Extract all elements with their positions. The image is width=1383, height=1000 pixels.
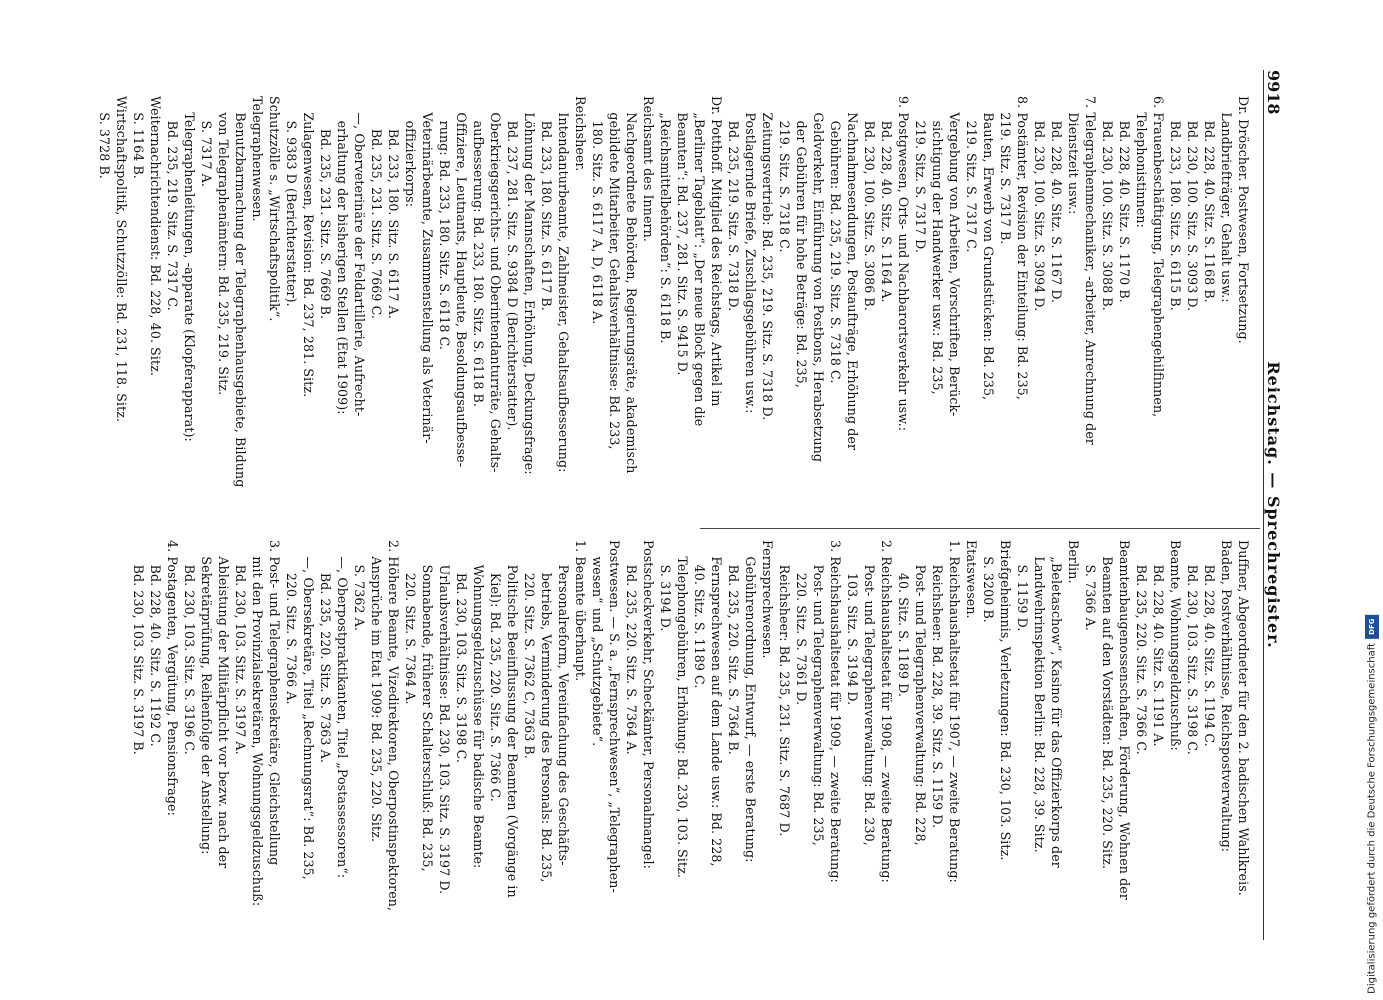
register-line: Landbriefträger, Gehalt usw.: (1219, 96, 1234, 303)
register-line: 3. Post- und Telegraphensekretäre, Gleichstellung (267, 540, 282, 866)
register-line: Gebührenordnung, Entwurf, — erste Beratung: (743, 540, 758, 863)
register-line: Post- und Telegraphenverwaltung: Bd. 230, (862, 540, 877, 846)
register-line: Wohnungsgeldzuschüsse für badische Beamte: (471, 540, 486, 869)
register-line: Reichsheer: Bd. 228, 39. Sitz. S. 1159 D. (930, 540, 945, 829)
register-line: sichtigung der Handwerker usw.: Bd. 235, (930, 96, 945, 395)
register-line: Bd. 235, 220. Sitz. S. 7366 C. (1134, 540, 1149, 755)
page-header (1263, 70, 1290, 940)
register-line: Fernsprechwesen. (760, 540, 775, 659)
register-line: Wirtschaftspolitik, Schutzzölle: Bd. 231, 118. Sitz. (114, 96, 129, 423)
register-line: Bd. 230, 103. Sitz. S. 3198 C. (1185, 540, 1200, 755)
register-line: Sonnabende, früherer Schalterschluß: Bd. 235, (420, 540, 435, 872)
register-line: Telephonistinnen: (1134, 96, 1149, 228)
register-line: Weiternachrichtendienst: Bd. 228, 40. Sitz. (148, 96, 163, 377)
register-line: Sekretärprüfung, Reihenfolge der Anstellung: (199, 540, 214, 855)
register-line: Bd. 228, 40. Sitz. S. 1194 C. (1202, 540, 1217, 747)
register-line: Landwehrinspektion Berlin: Bd. 228, 39. Sitz. (1032, 540, 1047, 853)
register-line: Bd. 235, 231. Sitz. S. 7669 C. (369, 96, 384, 320)
register-line: Bd. 228, 40. Sitz. S. 1192 C. (148, 540, 163, 747)
register-line: Fernsprechwesen auf dem Lande usw.: Bd. 228, (709, 540, 724, 867)
register-line: Bd. 230, 103. Sitz. S. 3197 B. (131, 540, 146, 755)
register-line: S. 7317 A. (199, 96, 214, 187)
register-line: 103. Sitz. S. 3194 D. (845, 540, 860, 706)
register-line: Ableistung der Militärpflicht vor bezw. nach der (216, 540, 231, 869)
register-line: Veterinärbeamte, Zusammenstellung als Veterinär- (420, 96, 435, 444)
register-line: erhaltung der bisherigen Stellen (Etat 1909): (335, 96, 350, 415)
register-line: Geldverkehr, Einführung von Postbons, Herabsetzung (811, 96, 826, 462)
register-line: Duffner, Abgeordneter für den 2. badischen Wahlkreis. (1236, 540, 1251, 896)
register-line: Bd. 230, 100. Sitz. S. 3086 B. (862, 96, 877, 311)
register-line: Nachnahmesendungen, Postaufträge, Erhöhung der (845, 96, 860, 451)
register-line: Bd. 230, 100. Sitz. S. 3094 D. (1032, 96, 1047, 312)
register-line: S. 7362 A. (352, 540, 367, 631)
register-line: Telegraphenleitungen, -apparate (Klopferapparat): (182, 96, 197, 442)
register-line: Bd. 230, 103. Sitz. S. 3197 A. (233, 540, 248, 755)
register-line: 220. Sitz. S. 7366 A. (284, 540, 299, 705)
register-line: Bd. 230, 103. Sitz. S. 3196 C. (182, 540, 197, 755)
right-column (130, 540, 1252, 950)
register-line: 9. Postgwesen, Orts- und Nachbarortsverkehr usw.: (896, 96, 911, 432)
register-line: Löhnung der Mannschaften, Erhöhung, Deckungsfrage: (522, 96, 537, 475)
page-number: 9918 (1264, 70, 1283, 115)
register-line: der Gebühren für hohe Beträge: Bd. 235, (794, 96, 809, 388)
register-line: aufbesserung: Bd. 233, 180. Sitz. S. 6118 B. (471, 96, 486, 408)
register-line: 40. Sitz. S. 1189 C. (692, 540, 707, 689)
register-line: 7. Telegraphenmechaniker, -arbeiter, Anrechnung der (1083, 96, 1098, 445)
register-line: 8. Postämter, Revision der Einteilung: Bd. 235, (1015, 96, 1030, 400)
register-line: Benutzbarmachung der Telegraphenhausgebiete, Bildung (233, 96, 248, 488)
register-line: Bd. 230, 100. Sitz. S. 3088 B. (1100, 96, 1115, 311)
register-line: von Telegraphenämtern: Bd. 235, 219. Sitz. (216, 96, 231, 396)
register-line: gebildete Mitarbeiter, Gehaltsverhältnisse: Bd. 233, (607, 96, 622, 450)
register-line: 219. Sitz. S. 7318 C. (777, 96, 792, 253)
register-line: 220. Sitz. S. 7362 C, 7363 B. (522, 540, 537, 759)
register-line: Bd. 228, 40. Sitz. S. 1168 B. (1202, 96, 1217, 303)
register-line: „Berliner Tageblatt“: „Der neue Block gegen die (692, 96, 707, 427)
register-line: Reichsheer. (573, 96, 588, 172)
register-line: Berlin. (1066, 540, 1081, 584)
register-line: S. 3200 B. (981, 540, 996, 623)
dfg-logo: DFG (1365, 615, 1379, 639)
register-line: Politische Beeinflussung der Beamten (Vorgänge in (505, 540, 520, 898)
register-line: Bd. 233, 180. Sitz. S. 6117 B. (539, 96, 554, 311)
register-line: Kiel): Bd. 235, 220. Sitz. S. 7366 C. (488, 540, 503, 802)
register-line: Post- und Telegraphenverwaltung: Bd. 235, (811, 540, 826, 846)
register-line: S. 1164 B. (131, 96, 146, 179)
register-line: Postscheckverkehr, Scheckämter, Personalmangel: (641, 540, 656, 869)
register-line: Zeitungsvertrieb: Bd. 235, 219. Sitz. S. 7318 D. (760, 96, 775, 421)
register-line: 2. Reichshaushaltsetat für 1908, — zweite Beratung: (879, 540, 894, 883)
register-line: Beamtenbaugenossenschaften, Förderung, Wohnen der (1117, 540, 1132, 900)
register-line: 4. Postagenten, Vergütung, Pensionsfrage: (165, 540, 180, 816)
register-line: Beamten“: Bd. 237, 281. Sitz. S. 9415 D. (675, 96, 690, 376)
register-line: Nachgeordnete Behörden, Regierungsräte, akademisch (624, 96, 639, 474)
register-line: Bd. 235, 220. Sitz. S. 7364 B. (726, 540, 741, 755)
register-line: Post- und Telegraphenverwaltung: Bd. 228, (913, 540, 928, 846)
register-line: S. 7366 A. (1083, 540, 1098, 631)
register-line: Baden, Postverhältnisse, Reichspostverwaltung: (1219, 540, 1234, 853)
register-line: Postwesen. — S. a. „Fernsprechwesen“, „Telegraphen- (607, 540, 622, 893)
register-line: Bd. 237, 281. Sitz. S. 9384 D (Berichterstatter). (505, 96, 520, 431)
register-line: „Reichsmittelbehörden“: S. 6118 B. (658, 96, 673, 344)
register-line: Beamte, Wohnungsgeldzuschuß: (1168, 540, 1183, 751)
register-line: Bd. 233, 180. Sitz. S. 6115 B. (1168, 96, 1183, 311)
register-line: Reichsheer: Bd. 235, 231. Sitz. S. 7687 D. (777, 540, 792, 837)
register-line: Zulagenwesen, Revision: Bd. 237, 281. Sitz. (301, 96, 316, 398)
register-line: betriebs, Verminderung des Personals: Bd. 235, (539, 540, 554, 883)
register-line: „Beletaschow“, Kasino für das Offizierkorps der (1049, 540, 1064, 868)
register-line: Bd. 228, 40. Sitz. S. 1167 D. (1049, 96, 1064, 304)
register-line: Bd. 228, 40. Sitz. S. 1170 B. (1117, 96, 1132, 303)
register-line: Reichsamt des Innern. (641, 96, 656, 242)
register-line: wesen“ und „Schutzgebiete“. (590, 540, 605, 747)
register-line: Urlaubsverhältnisse: Bd. 230, 103. Sitz. S. 3197 D. (437, 540, 452, 895)
register-line: Bd. 228, 40. Sitz. S. 1164 A. (879, 96, 894, 303)
register-line: Telephongebühren, Erhöhung: Bd. 230, 103. Sitz. (675, 540, 690, 879)
register-line: —, Obersekretäre, Titel „Rechnungsrat“: Bd. 235, (301, 540, 316, 880)
register-line: Intendanturbeamte, Zahlmeister, Gehaltsaufbesserung: (556, 96, 571, 473)
register-line: Bd. 228, 40. Sitz. S. 1191 A. (1151, 540, 1166, 747)
register-line: Dr. Potthoff. Mitglied des Reichstags, Artikel im (709, 96, 724, 407)
register-line: S. 3194 D. (658, 540, 673, 632)
register-line: S. 1159 D. (1015, 540, 1030, 632)
register-line: Bd. 235, 220. Sitz. S. 7363 A. (318, 540, 333, 763)
register-line: Bd. 235, 219. Sitz. S. 7318 D. (726, 96, 741, 312)
register-line: Vergebung von Arbeiten, Vorschriften, Berück- (947, 96, 962, 417)
register-line: 220. Sitz. S. 7361 D. (794, 540, 809, 706)
register-line: Dienstzeit usw.: (1066, 96, 1081, 215)
register-line: offizierkorps: (403, 96, 418, 208)
register-line: Schutzzölle s. „Wirtschaftspolitik“. (267, 96, 282, 322)
register-line: 1. Reichshaushaltsetat für 1907, — zweite Beratung: (947, 540, 962, 883)
register-line: Personalreform, Vereinfachung des Geschäfts- (556, 540, 571, 866)
register-line: 1. Beamte überhaupt. (573, 540, 588, 682)
dfg-credit-text: Digitalisierung gefördert durch die Deutsche Forschungsgemeinschaft (1366, 643, 1378, 994)
register-line: 40. Sitz. S. 1189 D. (896, 540, 911, 698)
register-line: —, Oberveterinäre der Feldartillerie, Aufrecht- (352, 96, 367, 417)
digitization-footer (1365, 615, 1379, 994)
register-line: Ansprüche im Etat 1909: Bd. 235, 220. Sitz. (369, 540, 384, 843)
register-line: S. 9383 D (Berichterstatter). (284, 96, 299, 307)
register-line: 180. Sitz. S. 6117 A, D, 6118 A. (590, 96, 605, 325)
register-line: Bd. 230, 100. Sitz. S. 3093 D. (1185, 96, 1200, 312)
register-line: Bd. 230, 103. Sitz. S. 3198 C. (454, 540, 469, 764)
left-column (96, 96, 1252, 516)
register-line: —, Oberpostpraktikanten, Titel „Postassessoren“: (335, 540, 350, 879)
register-line: S. 3728 B. (97, 96, 112, 179)
register-line: Bd. 235, 219. Sitz. S. 7317 C. (165, 96, 180, 311)
register-line: 220. Sitz. S. 7364 A. (403, 540, 418, 705)
register-line: 6. Frauenbeschäftigung, Telegraphengehilfinnen, (1151, 96, 1166, 418)
register-line: 219. Sitz. S. 7317 B. (998, 96, 1013, 245)
register-line: Bd. 233, 180. Sitz. S. 6117 A. (386, 96, 401, 319)
register-line: Etatswesen. (964, 540, 979, 619)
register-line: Bauten, Erwerb von Grundstücken: Bd. 235, (981, 96, 996, 401)
register-line: Dr. Dröscher. Postwesen, Fortsetzung. (1236, 96, 1251, 344)
register-line: Postlagernde Briefe, Zuschlagsgebühren usw.: (743, 96, 758, 414)
register-line: Bd. 235, 220. Sitz. S. 7364 A. (624, 540, 639, 755)
register-line: 2. Höhere Beamte, Vizedirektoren, Oberpostinspektoren, (386, 540, 401, 912)
page-title: Reichstag. — Sprechregister. (1264, 361, 1283, 649)
column-divider (700, 528, 1260, 529)
register-line: 3. Reichshaushaltsetat für 1909, — zweite Beratung: (828, 540, 843, 883)
register-line: Gebühren: Bd. 235, 219. Sitz. S. 7318 C. (828, 96, 843, 384)
register-line: Oberkriegsgerichts- und Oberintendanturräte, Gehalts- (488, 96, 503, 473)
register-line: Briefgeheimnis, Verletzungen: Bd. 230, 103. Sitz. (998, 540, 1013, 861)
register-line: Beamten auf den Vorstädten: Bd. 235, 220. Sitz. (1100, 540, 1115, 870)
register-line: Bd. 235, 231. Sitz. S. 7669 B. (318, 96, 333, 320)
register-line: 219. Sitz. S. 7317 C. (964, 96, 979, 253)
register-line: Telegraphenwesen. (250, 96, 265, 222)
register-line: Offiziere, Leutnants, Hauptleute, Besoldungsaufbesse- (454, 96, 469, 468)
register-line: mit den Provinzialsekretären, Wohnungsgeldzuschuß: (250, 540, 265, 907)
register-line: 219. Sitz. S. 7317 D. (913, 96, 928, 254)
register-line: rung: Bd. 233, 180. Sitz. S. 6118 C. (437, 96, 452, 350)
